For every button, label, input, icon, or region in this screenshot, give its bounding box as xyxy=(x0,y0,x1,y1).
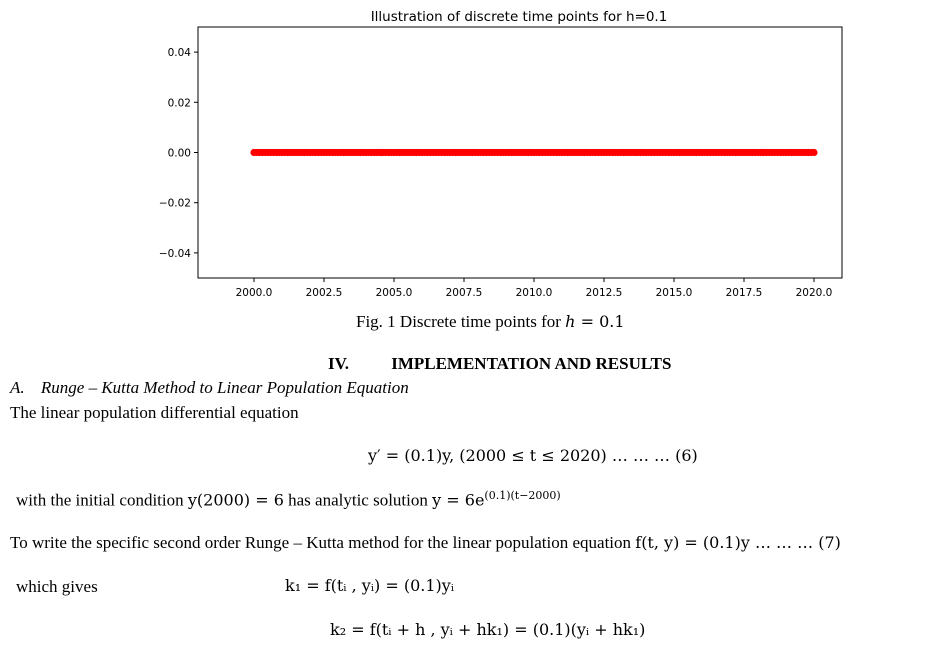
x-tick-label: 2015.0 xyxy=(655,287,693,299)
equation-7: f(t, y) = (0.1)y … … … (7) xyxy=(635,533,841,552)
x-axis-ticks xyxy=(236,278,833,299)
section-number: IV. xyxy=(328,354,349,373)
specific-method-line xyxy=(10,533,841,553)
x-tick-label: 2005.0 xyxy=(375,287,413,299)
figure-caption xyxy=(356,312,625,332)
k1-equation: k₁ = f(tᵢ , yᵢ) = (0.1)yᵢ xyxy=(285,576,455,595)
x-tick-label: 2017.5 xyxy=(725,287,763,299)
data-point xyxy=(810,149,817,156)
caption-prefix: Fig. 1 Discrete time points for xyxy=(356,312,566,331)
k2-equation: k₂ = f(tᵢ + h , yᵢ + hk₁) = (0.1)(yᵢ + hk₁) xyxy=(330,620,646,639)
y-tick-label: 0.02 xyxy=(167,97,191,110)
subsection-label: A. xyxy=(10,378,25,397)
y-tick-label: 0.04 xyxy=(167,47,191,60)
solution-exponent: (0.1)(t−2000) xyxy=(484,489,561,502)
data-points xyxy=(250,149,817,156)
y-tick-label: −0.04 xyxy=(158,247,191,260)
intro-paragraph: The linear population differential equation xyxy=(10,403,299,422)
initial-prefix: with the initial condition xyxy=(16,490,188,510)
x-tick-label: 2020.0 xyxy=(795,287,833,299)
y-tick-label: −0.02 xyxy=(158,197,191,210)
initial-condition: y(2000) = 6 xyxy=(187,490,284,510)
y-tick-label: 0.00 xyxy=(167,147,191,160)
x-tick-label: 2007.5 xyxy=(445,287,483,299)
subsection-title: Runge – Kutta Method to Linear Population Equation xyxy=(40,378,409,397)
specific-prefix: To write the specific second order Runge – Kutta method for the linear population equation xyxy=(10,533,636,552)
x-tick-label: 2010.0 xyxy=(515,287,553,299)
caption-var: h xyxy=(565,312,576,331)
section-title: IMPLEMENTATION AND RESULTS xyxy=(391,354,672,373)
equation-6: y′ = (0.1)y, (2000 ≤ t ≤ 2020) … … … (6) xyxy=(368,446,698,465)
initial-condition-line xyxy=(16,489,561,511)
x-tick-label: 2000.0 xyxy=(235,287,273,299)
initial-mid: has analytic solution xyxy=(283,490,433,510)
scatter-chart xyxy=(0,0,927,310)
solution-base: y = 6e xyxy=(432,490,485,510)
x-tick-label: 2002.5 xyxy=(305,287,343,299)
x-tick-label: 2012.5 xyxy=(585,287,623,299)
section-heading xyxy=(328,354,671,374)
subsection-heading xyxy=(10,378,409,398)
y-axis-ticks xyxy=(159,47,198,260)
which-gives: which gives xyxy=(16,577,98,596)
caption-rest: = 0.1 xyxy=(575,312,625,331)
chart-title: Illustration of discrete time points for h=0.1 xyxy=(370,9,668,25)
